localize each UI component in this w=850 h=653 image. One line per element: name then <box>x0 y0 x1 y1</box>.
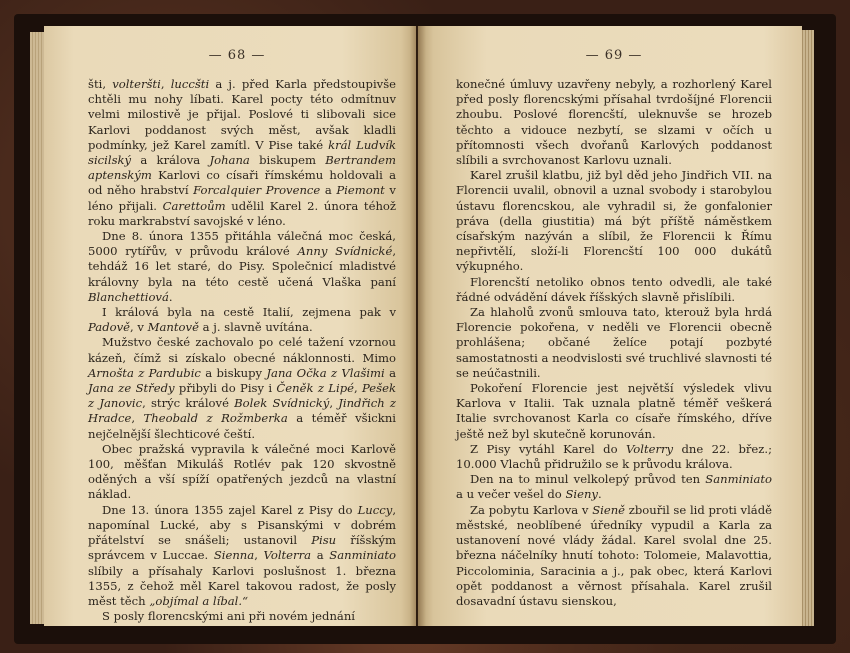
italic-name: Čeněk z Lipé <box>276 381 354 396</box>
right-page-text <box>456 77 772 609</box>
italic-name: Volterra <box>263 548 312 563</box>
italic-name: Theobald z Rožmberka <box>143 411 288 426</box>
left-page-text <box>88 77 396 624</box>
paragraph: šti, volteršti, luccšti a j. před Karla předstoupivše chtěli mu nohy líbati. Karel pocty této odmítnuv velmi milostivě je přijal. Poslové ti slibovali sice Karlovi poddanost svých měst, avšak kladli podmínky, jež Karel zamítl. V Pise také král Ludvík sicilský a králova Johana biskupem Bertrandem aptenským Karlovi co císaři římskému holdovali a od něho hrabství Forcalquier Provence a Piemont v léno přijali. Carettoům udělil Karel 2. února téhož roku markrabství savojské v léno. <box>88 77 397 228</box>
italic-name: Pešek z Janovic <box>88 381 396 411</box>
italic-name: Piemont <box>336 183 385 198</box>
paragraph: Za hlaholů zvonů smlouva tato, kterouž byla hrdá Florencie pokořena, v neděli ve Florencii obecně prohlášena; občané želíce potají pozbyté samostatnosti a neodvislosti své truchlivé slavnosti té se neúčastnili. <box>456 305 772 380</box>
paragraph: Karel zrušil klatbu, již byl děd jeho Jindřich VII. na Florencii uvalil, obnovil a uznal svobody i starobylou ústavu florencskou, ale vyhradil si, že gonfalonier práva (della giustitia) má být příště náměstkem císařským nazýván a slíbil, že Florencii k Římu nepřivtělí, složí-li Florencští 100 000 dukátů výkupného. <box>456 168 772 274</box>
italic-name: Jindřich z Hradce <box>88 396 397 426</box>
italic-name: „objímal a líbal.“ <box>149 593 249 608</box>
italic-name: Volterry <box>625 441 674 456</box>
italic-name: volteršti <box>112 77 161 91</box>
italic-name: Sienna <box>213 548 255 563</box>
paragraph: konečné úmluvy uzavřeny nebyly, a rozhorlený Karel před posly florencskými přísahal tvrdošíjné Florencii zhoubu. Poslové florencští, uleknuvše se hrozeb těchto a vidouce nezbytí, se slzami v očích u přítomnosti všech dvořanů Karlových poddanost slíbili a svrchovanost Karlovu uznali. <box>456 77 772 168</box>
page-number-right: — 69 — <box>585 48 643 63</box>
paragraph: S posly florencskými ani při novém jednání <box>102 609 356 624</box>
italic-name: Johana <box>209 153 250 168</box>
page-number-left: — 68 — <box>208 48 266 63</box>
italic-name: luccšti <box>170 77 210 91</box>
italic-name: Blanchettiová <box>88 289 169 304</box>
italic-name: Sieny <box>565 487 598 502</box>
italic-name: Jana Očka z Vlašimi <box>266 365 385 380</box>
italic-name: Pisu <box>311 533 337 548</box>
italic-name: Luccy <box>357 502 393 517</box>
paragraph: Z Pisy vytáhl Karel do Volterry dne 22. břez.; 10.000 Vlachů přidružilo se k průvodu králova. <box>456 441 772 472</box>
paragraph: Florencští netoliko obnos tento odvedli, ale také řádné odvádění dávek říšských slavně přislíbili. <box>456 274 772 304</box>
paragraph: Za pobytu Karlova v Sieně zbouřil se lid proti vládě městské, neoblíbené úředníky vypudil a Karla za ustanovení nové vlády žádal. Karel svolal dne 25. března náčelníky hnutí tohoto: Tolomeie, Malavottia, Piccolominia, Saracinia a j., pak obec, která Karlovi opět poddanost a věrnost přísahala. Karel zrušil dosavadní ústavu sienskou, <box>456 502 772 608</box>
page-edges-right <box>800 30 814 626</box>
italic-name: Arnošta z Pardubic <box>88 365 201 380</box>
italic-name: Forcalquier Provence <box>193 183 321 198</box>
italic-name: Anny Svídnické <box>297 244 393 259</box>
italic-name: Jana ze Středy <box>88 381 175 396</box>
paragraph: Dne 8. února 1355 přitáhla válečná moc česká, 5000 rytířův, v průvodu králové Anny Svídnické, tehdáž 16 let staré, do Pisy. Společnicí mladistvé královny byla na této cestě učená Vlaška paní Blanchettiová. <box>88 229 396 304</box>
italic-name: Sieně <box>592 502 626 517</box>
paragraph: I králová byla na cestě Italií, zejmena pak v Padově, v Mantově a j. slavně uvítána. <box>88 305 396 335</box>
right-page <box>418 26 802 626</box>
paragraph: Mužstvo české zachovalo po celé tažení vzornou kázeň, čímž si získalo obecné náklonnosti. Mimo Arnošta z Pardubic a biskupy Jana Očka z Vlašimi a Jana ze Středy přibyli do Pisy i Čeněk z Lipé, Pešek z Janovic, strýc králové Bolek Svídnický, Jindřich z Hradce, Theobald z Rožmberka a téměř všickni nejčelnější šlechticové čeští. <box>88 335 397 441</box>
paragraph: Dne 13. února 1355 zajel Karel z Pisy do Luccy, napomínal Lucké, aby s Pisanskými v dobrém přátelství se snášeli; ustanovil Pisu říšským správcem v Luccae. Sienna, Volterra a Sanminiato slíbily a přísahaly Karlovi poslušnost 1. března 1355, z čehož měl Karel takovou radost, že posly měst těch „objímal a líbal.“ <box>88 502 396 608</box>
italic-name: Padově <box>88 320 131 335</box>
italic-name: Carettoům <box>162 198 226 213</box>
left-page <box>44 26 416 626</box>
book-gutter <box>410 26 426 626</box>
paragraph: Obec pražská vypravila k válečné moci Karlově 100, měšťan Mikuláš Rotlév pak 120 skvostně oděných a vší spíží opatřených jezdců na vlastní náklad. <box>88 441 396 502</box>
paragraph: Pokoření Florencie jest největší výsledek vlivu Karlova v Italii. Tak uznala platně téměř veškerá Italie svrchovanost Karla co císaře římského, dříve ještě než byl skutečně korunován. <box>456 381 772 441</box>
italic-name: Mantově <box>147 320 199 335</box>
italic-name: Bolek Svídnický <box>234 396 330 411</box>
italic-name: Bertrandem aptenským <box>88 153 396 183</box>
italic-name: král Ludvík sicilský <box>88 137 397 168</box>
italic-name: Sanminiato <box>329 548 396 563</box>
italic-name: Sanminiato <box>705 472 772 487</box>
paragraph: Den na to minul velkolepý průvod ten Sanminiato a u večer vešel do Sieny. <box>456 472 772 502</box>
